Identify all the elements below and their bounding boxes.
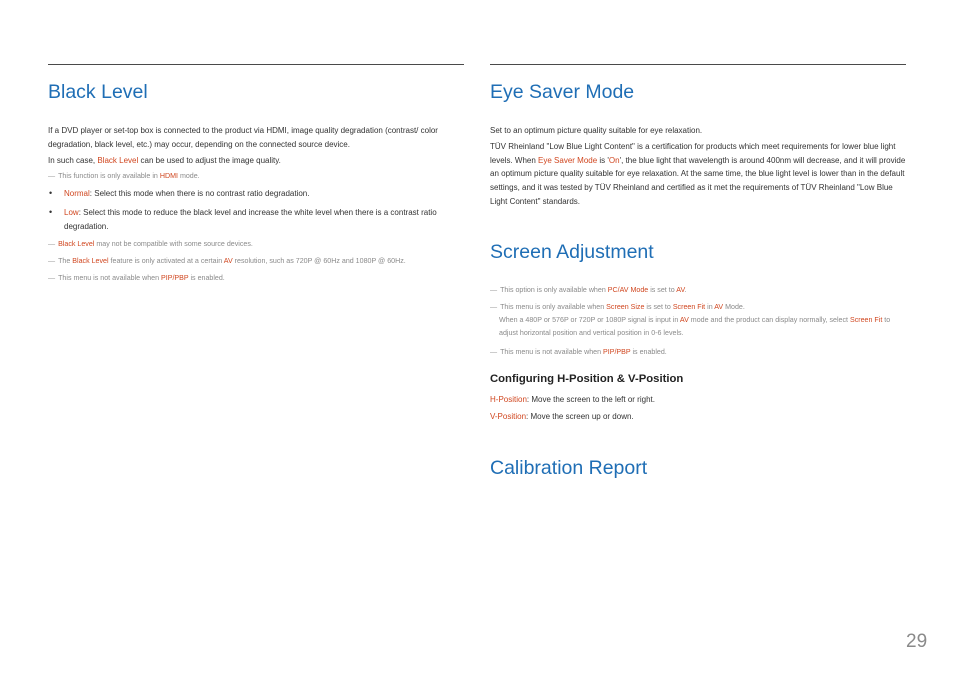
text: resolution, such as 720P @ 60Hz and 1080P @ 60Hz.: [232, 257, 406, 265]
text: When a 480P or 576P or 720P or 1080P signal is input in: [499, 316, 680, 324]
bullet-normal: [49, 187, 466, 201]
av-highlight: AV: [676, 286, 685, 294]
v-position-line: [490, 410, 908, 424]
text: : Select this mode when there is no contrast ratio degradation.: [89, 189, 310, 198]
text: This option is only available when: [500, 286, 608, 294]
screen-size-highlight: Screen Size: [606, 303, 645, 311]
page-number: 29: [906, 631, 928, 652]
position-subheading: Configuring H-Position & V-Position: [490, 373, 684, 385]
text: .: [684, 286, 687, 294]
bullet-dot-icon: •: [49, 207, 53, 217]
note-dash-icon: ―: [48, 257, 56, 265]
black-level-title: Black Level: [48, 81, 148, 103]
right-top-rule: [490, 64, 906, 65]
bullet-dot-icon: •: [49, 188, 53, 198]
note-480p-detail: [499, 314, 909, 340]
black-level-highlight: Black Level: [97, 156, 139, 165]
note-dash-icon: ―: [48, 240, 56, 248]
black-level-intro: If a DVD player or set-top box is connected to the product via HDMI, image quality degradation (contrast/ color degradation, black level, etc.) may occur, depending on the connected source device.: [48, 126, 438, 149]
normal-highlight: Normal: [64, 189, 90, 198]
note-hdmi-only: [48, 170, 466, 183]
eye-saver-highlight: Eye Saver Mode: [538, 155, 598, 165]
pip-highlight: PIP/PBP: [603, 348, 631, 356]
calibration-report-title: Calibration Report: [490, 457, 648, 479]
pcav-highlight: PC/AV Mode: [607, 286, 649, 294]
text: This menu is only available when: [500, 303, 607, 311]
text: to adjust horizontal position and vertical position in 0-6 levels.: [499, 316, 891, 337]
note-compat: [48, 238, 466, 251]
text: is ': [597, 155, 609, 165]
note-dash-icon: ―: [490, 286, 498, 294]
text: The: [58, 257, 73, 265]
text: This menu is not available when: [500, 348, 604, 356]
bullet-low: [49, 206, 466, 233]
hdmi-highlight: HDMI: [159, 172, 178, 180]
note-pcav-mode: [490, 284, 908, 297]
text: This function is only available in: [58, 172, 160, 180]
black-level-highlight: Black Level: [58, 240, 95, 248]
on-highlight: On: [608, 155, 620, 165]
h-position-highlight: H-Position: [490, 395, 527, 404]
text: feature is only activated at a certain: [108, 257, 224, 265]
text: is set to: [648, 286, 677, 294]
note-pip: [48, 272, 466, 285]
text: mode and the product can display normally, select: [688, 316, 850, 324]
text: may not be compatible with some source devices.: [94, 240, 253, 248]
v-position-highlight: V-Position: [490, 412, 527, 421]
text: is enabled.: [188, 274, 225, 282]
eye-saver-title: Eye Saver Mode: [490, 81, 635, 103]
text: in: [705, 303, 715, 311]
text: can be used to adjust the image quality.: [138, 156, 281, 165]
av-highlight: AV: [223, 257, 233, 265]
note-dash-icon: ―: [490, 348, 498, 356]
av-highlight: AV: [679, 316, 689, 324]
black-level-in-such-case: [48, 154, 466, 168]
text: ', the blue light that wavelength is around 400nm will decrease, and it will provide an optimum picture quality suitable for eye relaxation. At the same time, the blue light level is lower than in the default settings, and it was tested by TÜV Rheinland and certified as it met the requirements of TÜV Rheinland "Low Blue Light Content" standards.: [490, 155, 906, 206]
av-highlight: AV: [714, 303, 724, 311]
eye-saver-paragraph: [490, 140, 908, 209]
pip-highlight: PIP/PBP: [161, 274, 189, 282]
note-resolution: [48, 255, 466, 268]
h-position-line: [490, 393, 908, 407]
note-dash-icon: ―: [48, 274, 56, 282]
note-pip-screen: [490, 346, 908, 359]
note-screen-size: [490, 301, 908, 314]
text: : Select this mode to reduce the black level and increase the white level when there is a contrast ratio degradation.: [64, 208, 437, 231]
text: : Move the screen to the left or right.: [526, 395, 655, 404]
text: is set to: [644, 303, 673, 311]
eye-saver-line1: Set to an optimum picture quality suitable for eye relaxation.: [490, 126, 703, 135]
left-top-rule: [48, 64, 464, 65]
screen-fit-highlight: Screen Fit: [849, 316, 883, 324]
text: is enabled.: [630, 348, 667, 356]
text: : Move the screen up or down.: [526, 412, 634, 421]
low-highlight: Low: [64, 208, 79, 217]
text: TÜV Rheinland "Low Blue Light Content" is a certification for products which meet requirements for lower blue light levels. When: [490, 142, 896, 165]
text: In such case,: [48, 156, 98, 165]
text: This menu is not available when: [58, 274, 162, 282]
note-dash-icon: ―: [48, 172, 56, 180]
note-dash-icon: ―: [490, 303, 498, 311]
text: Mode.: [723, 303, 745, 311]
black-level-highlight: Black Level: [72, 257, 109, 265]
text: mode.: [177, 172, 200, 180]
screen-fit-highlight: Screen Fit: [672, 303, 706, 311]
screen-adjustment-title: Screen Adjustment: [490, 241, 654, 263]
